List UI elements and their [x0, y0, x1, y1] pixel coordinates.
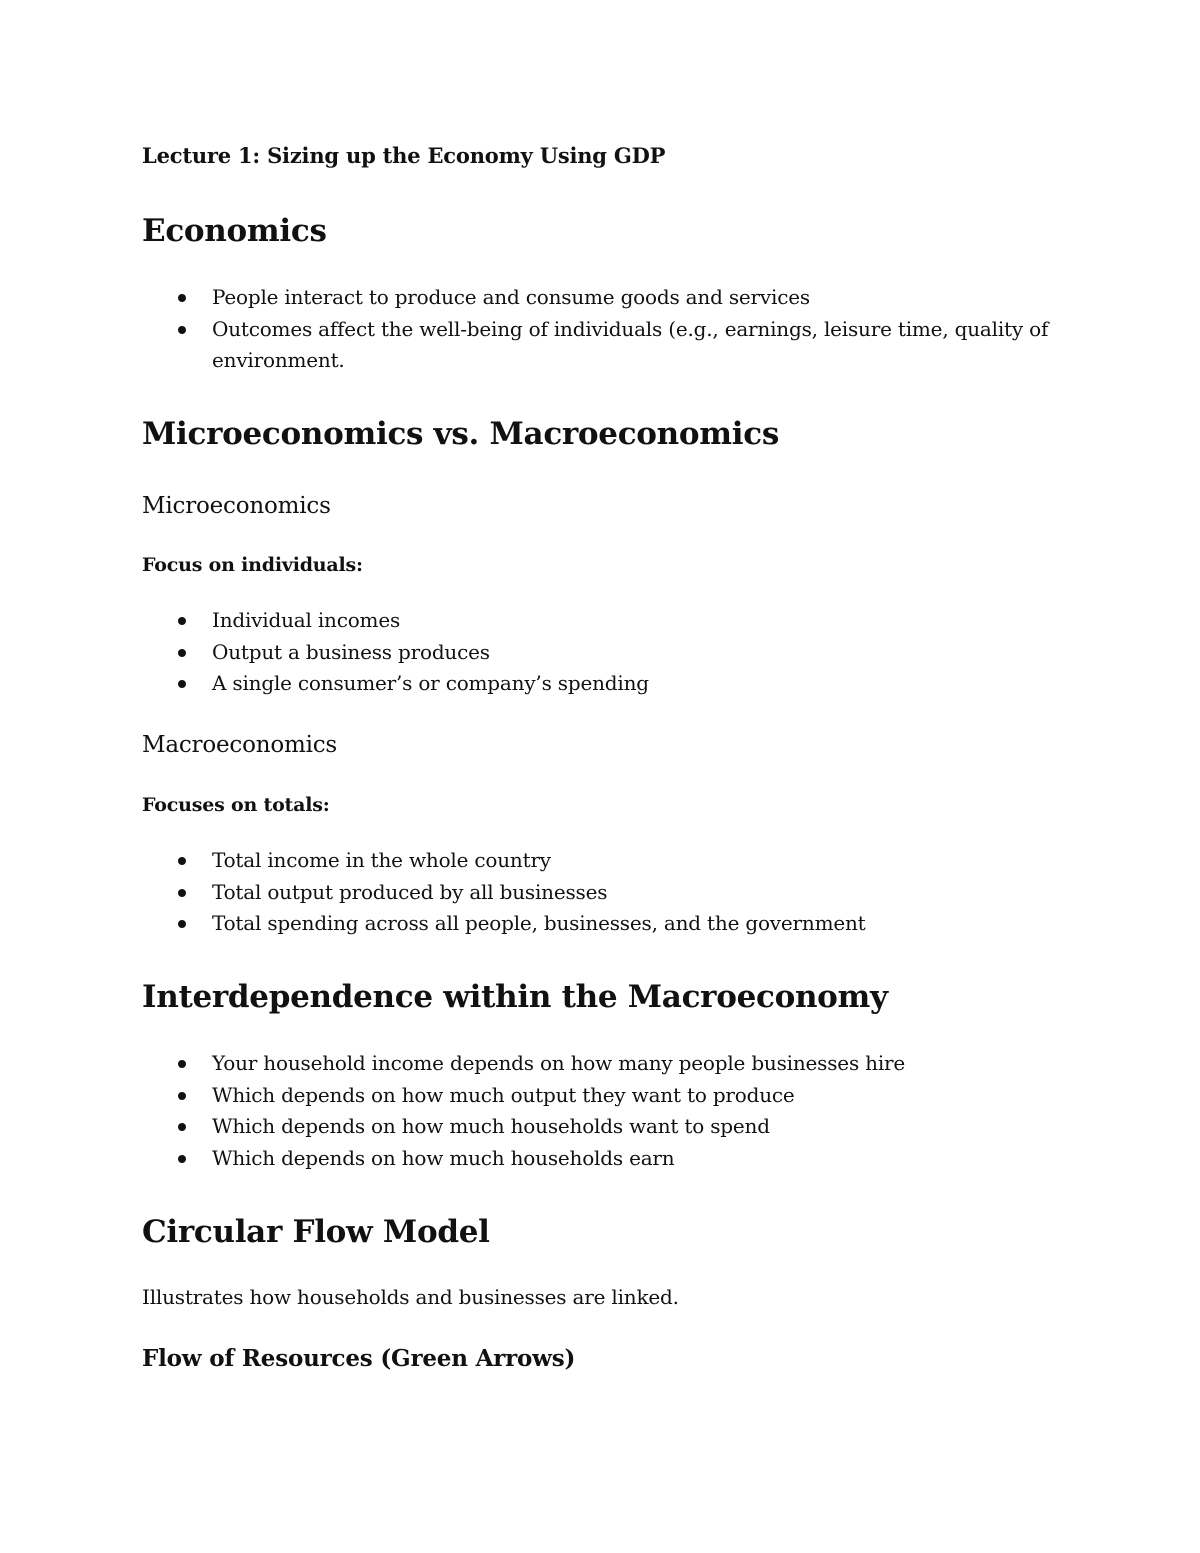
list-item: Your household income depends on how many people businesses hire	[142, 1048, 1072, 1080]
list-item: Output a business produces	[142, 637, 1072, 669]
list-item: Which depends on how much households earn	[142, 1143, 1072, 1175]
interdependence-heading: Interdependence within the Macroeconomy	[142, 979, 888, 1015]
list-item: Individual incomes	[142, 605, 1072, 637]
micro-vs-macro-heading: Microeconomics vs. Macroeconomics	[142, 416, 779, 452]
macroeconomics-subheading: Macroeconomics	[142, 732, 338, 758]
bullet-icon	[178, 680, 186, 688]
lecture-title: Lecture 1: Sizing up the Economy Using GDP	[142, 143, 666, 168]
bullet-icon	[178, 617, 186, 625]
bullet-icon	[178, 1060, 186, 1068]
list-item: People interact to produce and consume goods and services	[142, 282, 1072, 314]
list-item: A single consumer’s or company’s spending	[142, 668, 1072, 700]
list-item: Total income in the whole country	[142, 845, 1072, 877]
bullet-icon	[178, 857, 186, 865]
bullet-icon	[178, 1092, 186, 1100]
micro-list	[142, 605, 1072, 700]
macro-focus-label: Focuses on totals:	[142, 794, 330, 816]
list-item: Total spending across all people, businesses, and the government	[142, 908, 1072, 940]
bullet-icon	[178, 649, 186, 657]
bullet-icon	[178, 326, 186, 334]
list-item: Which depends on how much households want to spend	[142, 1111, 1072, 1143]
circular-flow-heading: Circular Flow Model	[142, 1214, 490, 1250]
bullet-icon	[178, 1155, 186, 1163]
macro-list	[142, 845, 1072, 940]
micro-focus-label: Focus on individuals:	[142, 554, 363, 576]
interdependence-list	[142, 1048, 1072, 1174]
list-item: Outcomes affect the well-being of individuals (e.g., earnings, leisure time, quality of environment.	[142, 314, 1072, 377]
list-item: Which depends on how much output they want to produce	[142, 1080, 1072, 1112]
economics-list	[142, 282, 1072, 377]
flow-of-resources-subheading: Flow of Resources (Green Arrows)	[142, 1345, 576, 1372]
circular-flow-text: Illustrates how households and businesses are linked.	[142, 1285, 679, 1309]
bullet-icon	[178, 1123, 186, 1131]
bullet-icon	[178, 920, 186, 928]
bullet-icon	[178, 294, 186, 302]
list-item: Total output produced by all businesses	[142, 877, 1072, 909]
microeconomics-subheading: Microeconomics	[142, 493, 331, 519]
bullet-icon	[178, 889, 186, 897]
economics-heading: Economics	[142, 213, 327, 249]
